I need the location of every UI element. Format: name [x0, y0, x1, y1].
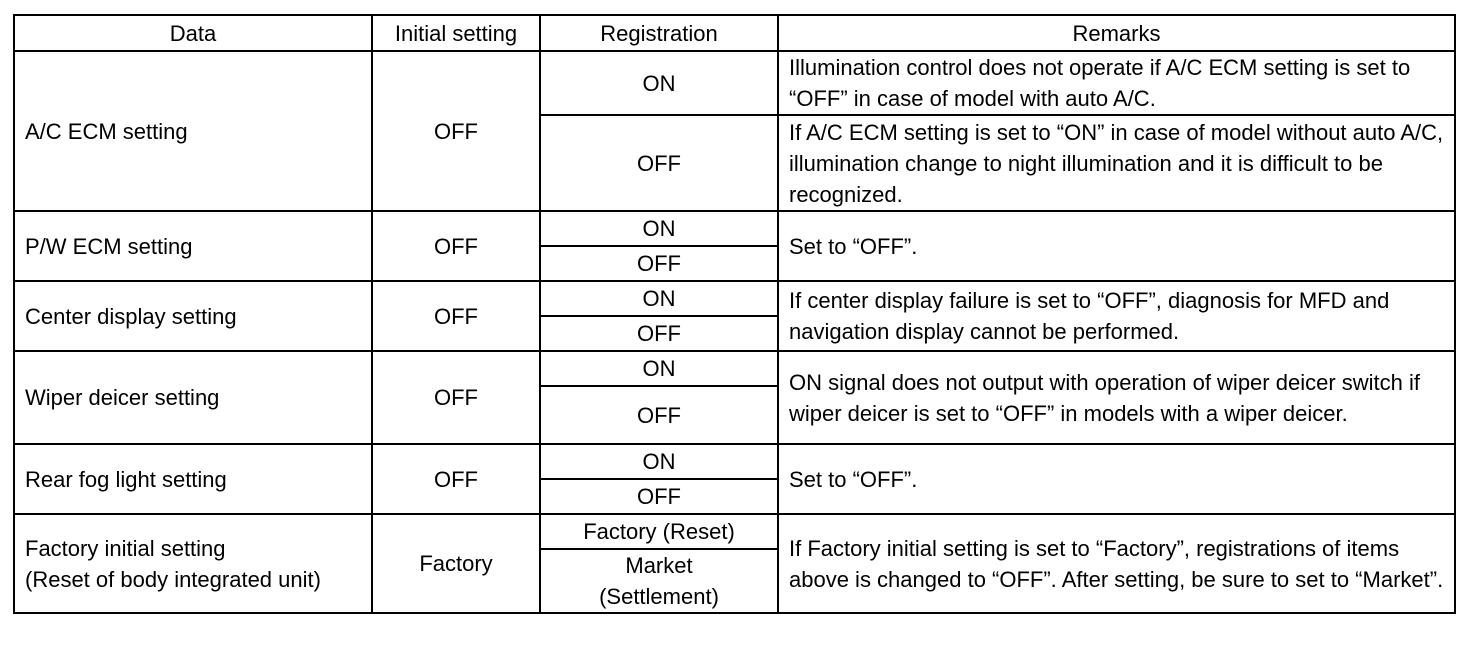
header-row [14, 15, 1455, 51]
registration-cell-on: ON [540, 211, 778, 246]
registration-cell-off: OFF [540, 115, 778, 211]
initial-cell-wiper-deicer: OFF [372, 351, 540, 444]
initial-cell-factory: Factory [372, 514, 540, 613]
registration-line-1: Market [625, 553, 693, 578]
registration-cell-off: OFF [540, 316, 778, 351]
remarks-cell-center-display: If center display failure is set to “OFF”, diagnosis for MFD and navigation display cannot be performed. [778, 281, 1455, 351]
header-initial-setting: Initial setting [372, 15, 540, 51]
data-cell-pw-ecm: P/W ECM setting [14, 211, 372, 281]
remarks-cell-pw-ecm: Set to “OFF”. [778, 211, 1455, 281]
registration-cell-on: ON [540, 351, 778, 386]
data-cell-rear-fog: Rear fog light setting [14, 444, 372, 514]
remarks-cell-ac-ecm-on: Illumination control does not operate if A/C ECM setting is set to “OFF” in case of model with auto A/C. [778, 51, 1455, 115]
header-remarks: Remarks [778, 15, 1455, 51]
registration-cell-on: ON [540, 51, 778, 115]
header-data: Data [14, 15, 372, 51]
registration-cell-off: OFF [540, 479, 778, 514]
initial-cell-center-display: OFF [372, 281, 540, 351]
data-cell-factory-initial [14, 514, 372, 613]
table-row [14, 51, 1455, 115]
remarks-cell-factory-initial: If Factory initial setting is set to “Factory”, registrations of items above is changed to “OFF”. After setting, be sure to set to “Market”. [778, 514, 1455, 613]
registration-cell-off: OFF [540, 386, 778, 444]
initial-cell-pw-ecm: OFF [372, 211, 540, 281]
table-row [14, 444, 1455, 479]
data-cell-center-display: Center display setting [14, 281, 372, 351]
table-row [14, 351, 1455, 386]
data-line-2: (Reset of body integrated unit) [25, 566, 321, 592]
data-line-1: Factory initial setting [25, 535, 226, 561]
remarks-cell-ac-ecm-off: If A/C ECM setting is set to “ON” in case of model without auto A/C, illumination change to night illumination and it is difficult to be recognized. [778, 115, 1455, 211]
registration-line-2: (Settlement) [599, 584, 719, 609]
registration-cell-off: OFF [540, 246, 778, 281]
registration-cell-on: ON [540, 444, 778, 479]
remarks-cell-wiper-deicer: ON signal does not output with operation of wiper deicer switch if wiper deicer is set to “OFF” in models with a wiper deicer. [778, 351, 1455, 444]
settings-table [13, 14, 1456, 614]
registration-cell-factory-reset: Factory (Reset) [540, 514, 778, 549]
registration-cell-on: ON [540, 281, 778, 316]
table-row [14, 514, 1455, 549]
remarks-cell-rear-fog: Set to “OFF”. [778, 444, 1455, 514]
data-cell-ac-ecm: A/C ECM setting [14, 51, 372, 211]
registration-cell-market [540, 549, 778, 613]
header-registration: Registration [540, 15, 778, 51]
initial-cell-rear-fog: OFF [372, 444, 540, 514]
table-row [14, 281, 1455, 316]
initial-cell-ac-ecm: OFF [372, 51, 540, 211]
data-cell-wiper-deicer: Wiper deicer setting [14, 351, 372, 444]
table-row [14, 211, 1455, 246]
